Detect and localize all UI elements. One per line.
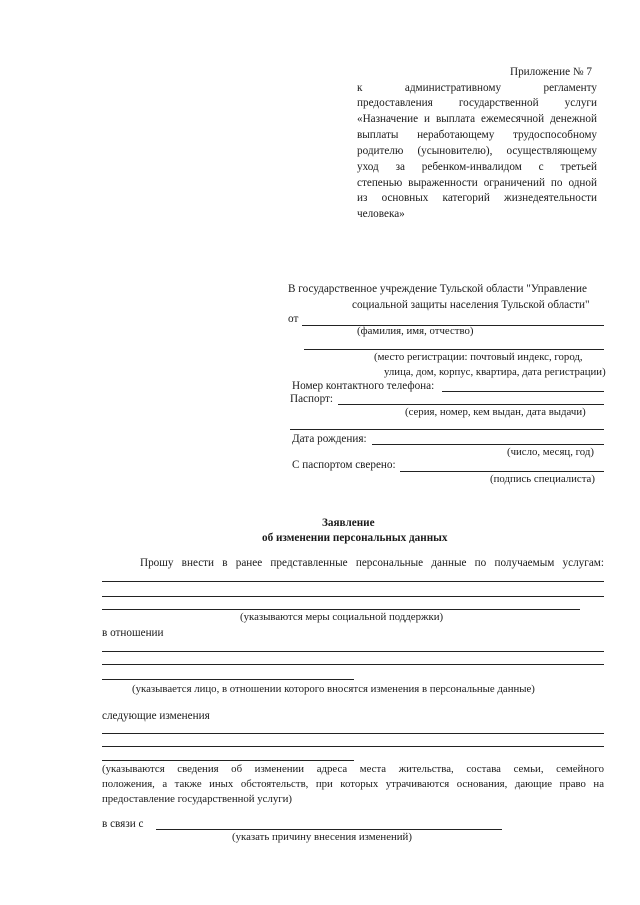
changes-label: следующие изменения <box>102 710 210 722</box>
passport-hint: (серия, номер, кем выдан, дата выдачи) <box>405 406 586 418</box>
changes-field-2[interactable] <box>102 746 604 747</box>
changes-hint-3: предоставление государственной услуги) <box>102 793 293 805</box>
regarding-label: в отношении <box>102 627 164 639</box>
appendix-line: родителю (усыновителю), осуществляющему <box>357 145 597 157</box>
passport-label: Паспорт: <box>290 393 334 405</box>
verified-label: С паспортом сверено: <box>292 459 396 471</box>
birth-field[interactable] <box>372 444 604 445</box>
appendix-line: уход за ребенком-инвалидом с третьей <box>357 161 597 173</box>
reason-hint: (указать причину внесения изменений) <box>232 831 412 843</box>
verified-hint: (подпись специалиста) <box>490 473 595 485</box>
birth-hint: (число, месяц, год) <box>507 446 594 458</box>
appendix-line: из основных категорий жизнедеятельности <box>357 192 597 204</box>
fio-hint: (фамилия, имя, отчество) <box>357 325 474 337</box>
addressee-line-2: социальной защиты населения Тульской области" <box>352 299 590 311</box>
statement-title: Заявление <box>322 517 375 529</box>
person-hint: (указывается лицо, в отношении которого вносятся изменения в персональные данные) <box>132 683 535 695</box>
appendix-line: степенью выраженности ограничений по одной <box>357 177 597 189</box>
appendix-line: «Назначение и выплата ежемесячной денежной <box>357 113 597 125</box>
regarding-field-3[interactable] <box>102 679 354 680</box>
registration-hint-1: (место регистрации: почтовый индекс, город, <box>374 351 583 363</box>
regarding-field-1[interactable] <box>102 651 604 652</box>
changes-hint-2: положения, а также иных обстоятельств, при которых утрачиваются основания, дающие право на <box>102 778 604 790</box>
changes-field-3[interactable] <box>102 760 354 761</box>
measures-field-2[interactable] <box>102 596 604 597</box>
measures-field-3[interactable] <box>102 609 580 610</box>
from-label: от <box>288 313 299 325</box>
registration-field[interactable] <box>304 349 604 350</box>
phone-label: Номер контактного телефона: <box>292 380 435 392</box>
verified-field[interactable] <box>400 471 604 472</box>
passport-field[interactable] <box>338 404 604 405</box>
reason-field[interactable] <box>156 829 502 830</box>
passport-field-2[interactable] <box>290 429 604 430</box>
measures-hint: (указываются меры социальной поддержки) <box>240 611 444 623</box>
appendix-line: выплаты неработающему трудоспособному <box>357 129 597 141</box>
phone-field[interactable] <box>442 391 604 392</box>
changes-hint-1: (указываются сведения об изменении адреса места жительства, состава семьи, семейного <box>102 763 604 775</box>
changes-field-1[interactable] <box>102 733 604 734</box>
regarding-field-2[interactable] <box>102 664 604 665</box>
registration-hint-2: улица, дом, корпус, квартира, дата регистрации) <box>384 366 606 378</box>
appendix-line: человека» <box>357 208 405 220</box>
appendix-line: к административному регламенту <box>357 82 597 94</box>
addressee-line-1: В государственное учреждение Тульской области "Управление <box>288 283 587 295</box>
statement-subtitle: об изменении персональных данных <box>262 532 448 544</box>
appendix-title: Приложение № 7 <box>510 66 592 78</box>
request-text: Прошу внести в ранее представленные персональные данные по получаемым услугам: <box>140 557 604 569</box>
birth-label: Дата рождения: <box>292 433 367 445</box>
reason-label: в связи с <box>102 818 144 830</box>
appendix-line: предоставления государственной услуги <box>357 97 597 109</box>
measures-field-1[interactable] <box>102 581 604 582</box>
